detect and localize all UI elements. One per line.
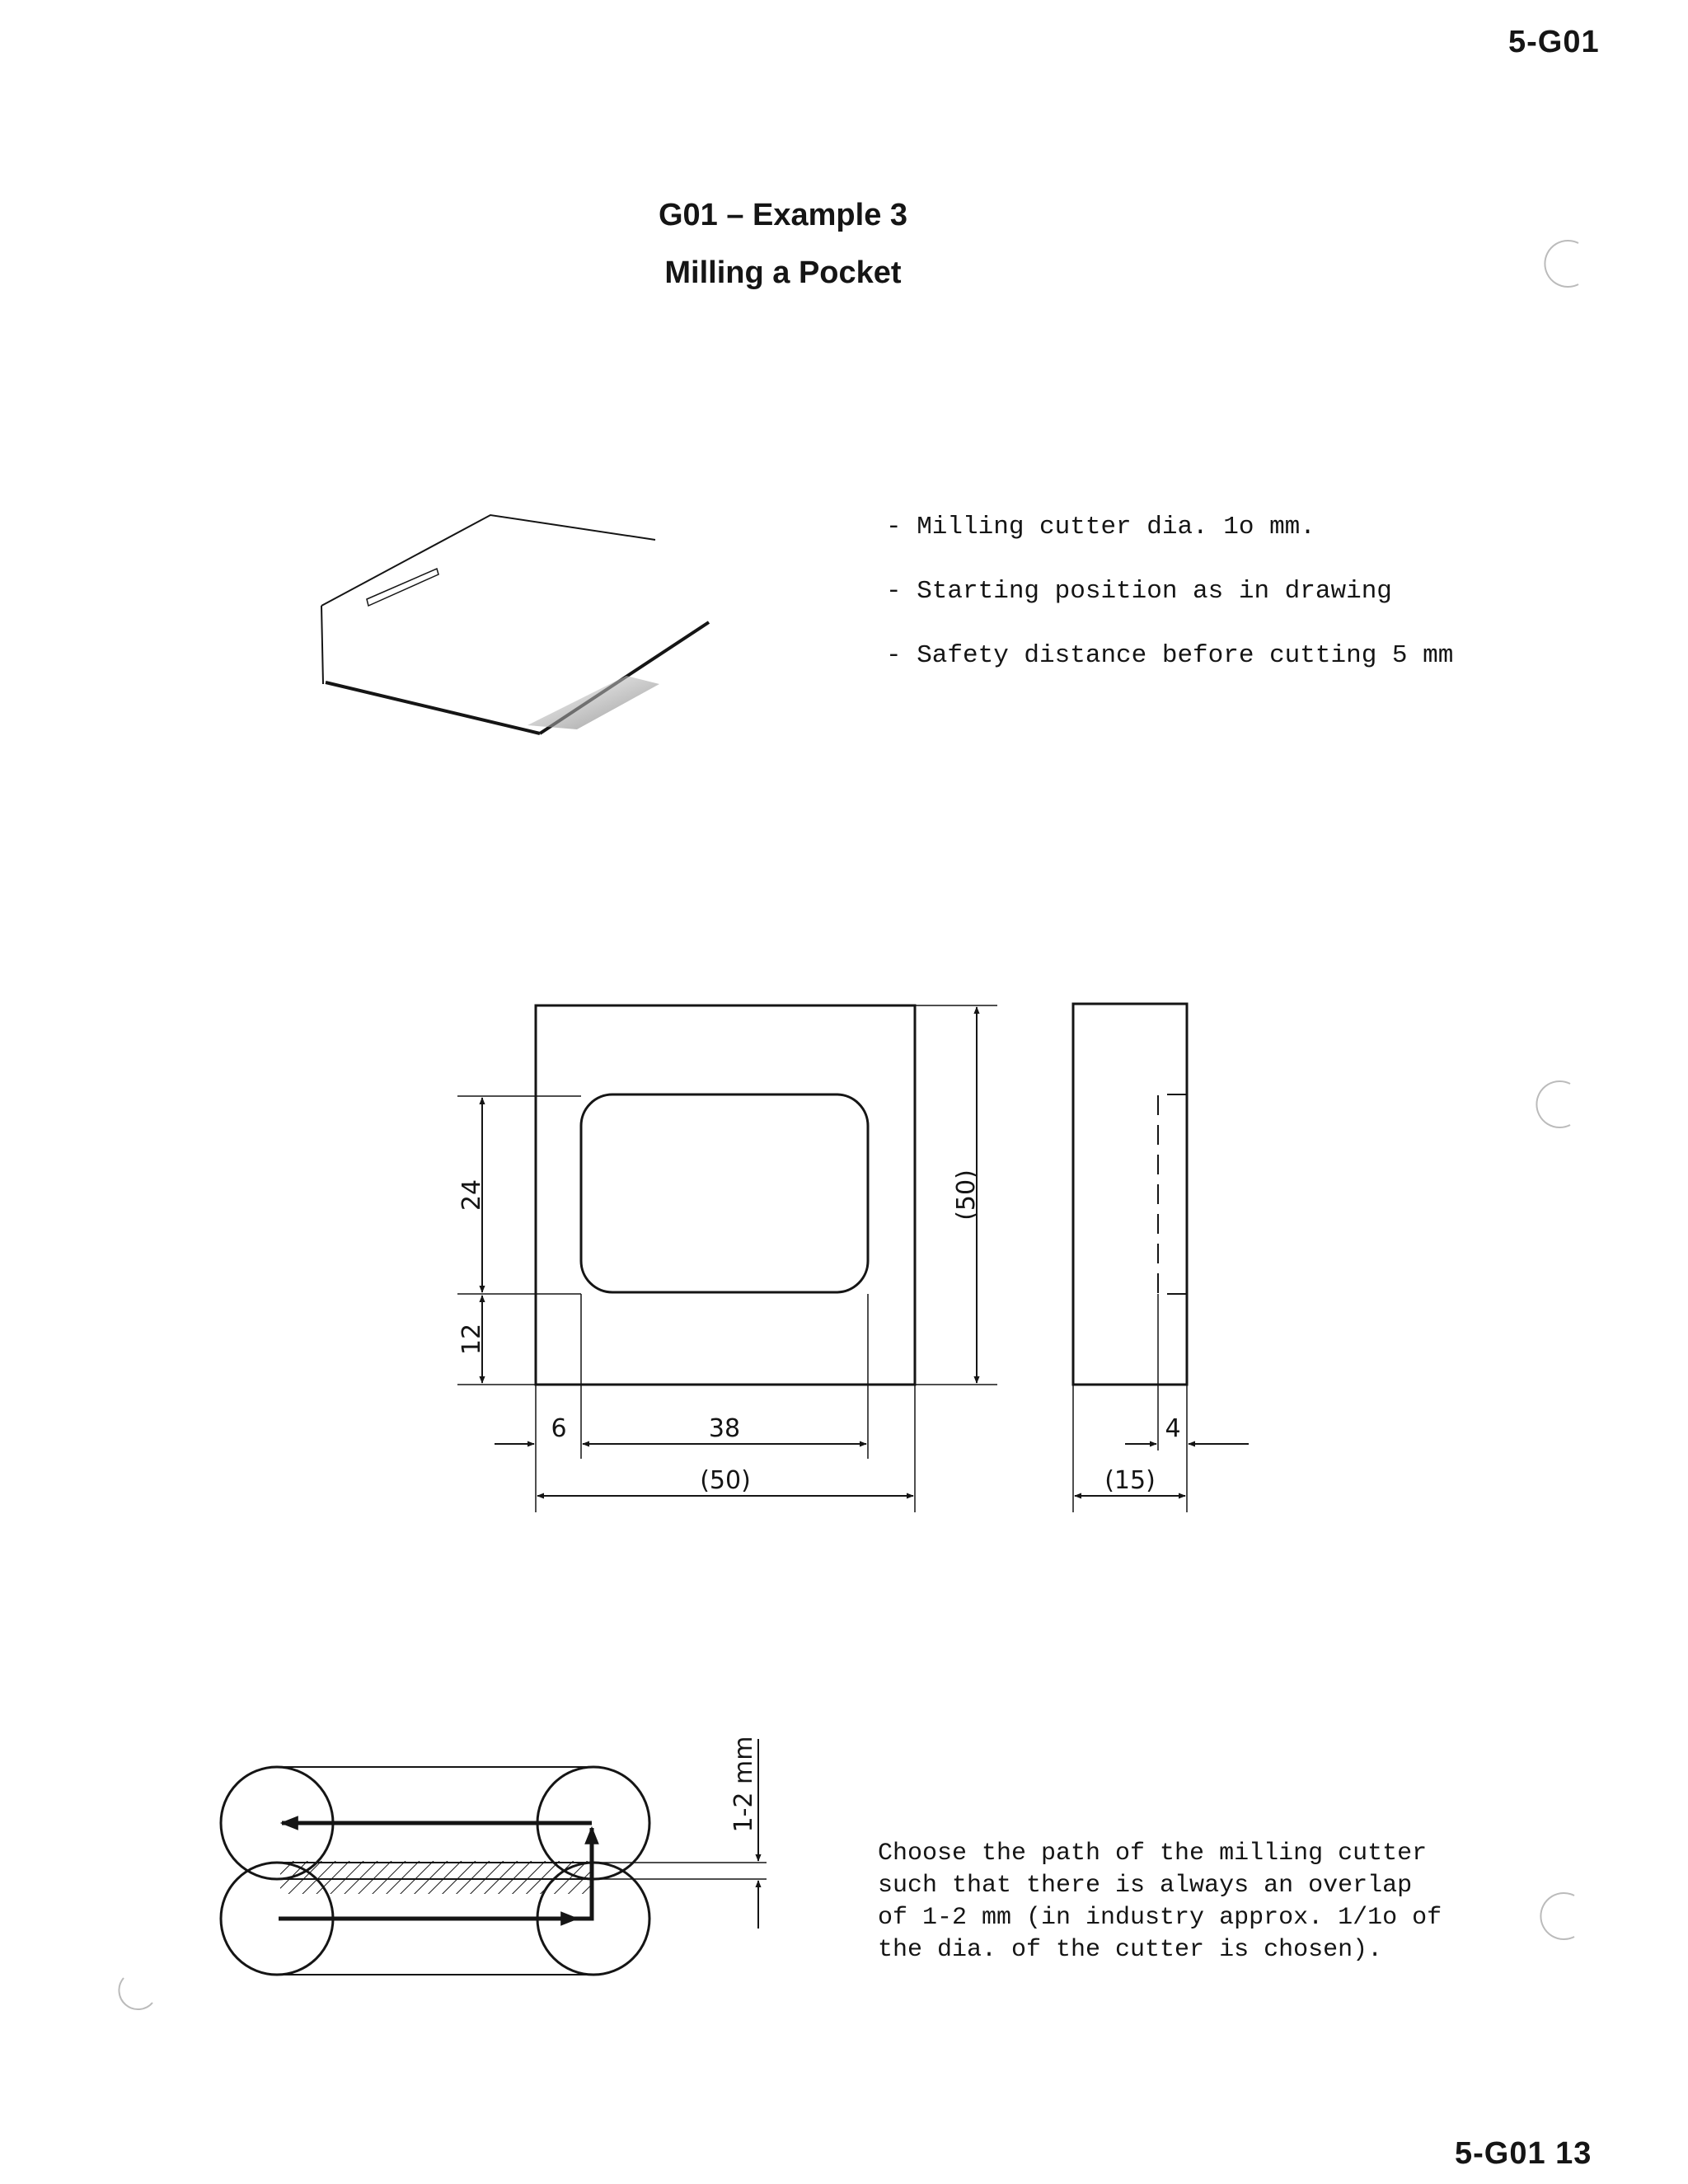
page-title: G01 – Example 3 [658,198,908,232]
explanation-line: such that there is always an overlap [878,1872,1413,1900]
dim-pocket-height: 24 [457,1179,486,1212]
explanation-text [878,1838,1537,1966]
dim-left-offset: 6 [551,1414,567,1443]
side-view [1073,1004,1249,1512]
cutter-path-diagram [221,1739,767,1975]
dim-total-height: (50) [952,1169,981,1221]
explanation-line: Choose the path of the milling cutter [878,1840,1428,1868]
page-code-bottom: 5-G01 13 [1455,2136,1592,2171]
dim-pocket-width: 38 [708,1414,741,1443]
instruction-item: - Starting position as in drawing [886,577,1392,606]
dim-thickness: (15) [1104,1466,1156,1495]
dim-pocket-depth: 4 [1165,1414,1181,1443]
page-code-top: 5-G01 [1508,25,1600,59]
explanation-line: the dia. of the cutter is chosen). [878,1936,1383,1964]
page-subtitle: Milling a Pocket [664,255,902,290]
dim-bottom-height: 12 [457,1323,486,1356]
workpiece-isometric [321,515,709,733]
instruction-item: - Safety distance before cutting 5 mm [886,641,1454,670]
punch-hole-marks [119,241,1578,2009]
instruction-item: - Milling cutter dia. 1o mm. [886,513,1315,541]
dim-total-width: (50) [700,1466,751,1495]
overlap-label: 1-2 mm [729,1736,758,1833]
explanation-line: of 1-2 mm (in industry approx. 1/1o of [878,1904,1442,1932]
